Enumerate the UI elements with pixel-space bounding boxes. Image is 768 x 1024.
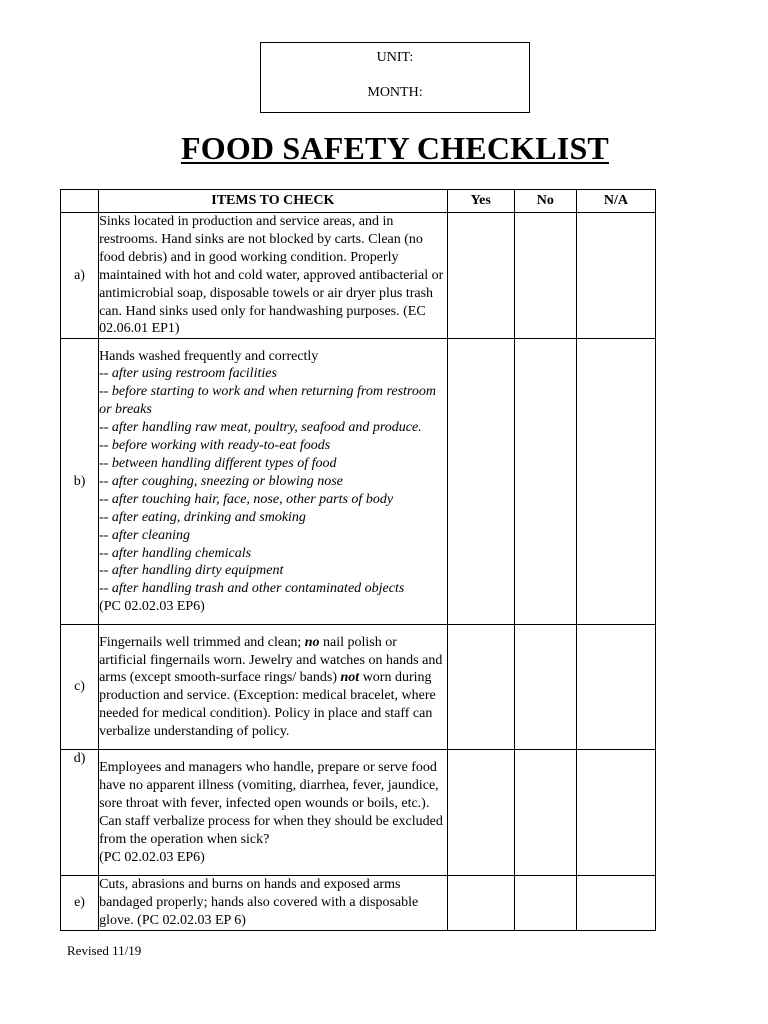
page-title: FOOD SAFETY CHECKLIST	[181, 130, 609, 166]
na-cell[interactable]	[576, 876, 655, 931]
handwash-sub-item: -- before working with ready-to-eat foods	[99, 438, 331, 454]
yes-cell[interactable]	[447, 750, 514, 876]
illness-text: Employees and managers who handle, prepare or serve food have no apparent illness (vomiting, diarrhea, fever, jaundice, sore throat with fever, infected open wounds or boils, etc.). Can staff verbalize process for when they should be excluded from the operation when sick?	[99, 760, 443, 847]
handwash-sub-item: -- after using restroom facilities	[99, 366, 277, 382]
fingernails-text-3: worn during production and service. (Exception: medical bracelet, where needed for medical condition). Policy in place and staff can verbalize understanding of policy.	[99, 670, 436, 740]
no-cell[interactable]	[514, 876, 576, 931]
table-row	[61, 876, 656, 931]
revised-date: Revised 11/19	[67, 943, 142, 958]
handwash-sub-item: -- after handling dirty equipment	[99, 563, 284, 579]
handwash-ref: (PC 02.02.03 EP6)	[99, 599, 205, 615]
handwash-sub-item: -- before starting to work and when returning from restroom or breaks	[99, 384, 436, 418]
na-header: N/A	[576, 190, 655, 213]
fingernails-text-1: Fingernails well trimmed and clean;	[99, 634, 302, 650]
row-letter: d)	[61, 750, 99, 876]
checklist-table	[60, 189, 656, 931]
na-cell[interactable]	[576, 625, 655, 750]
unit-label: UNIT:	[376, 50, 414, 65]
handwash-intro: Hands washed frequently and correctly	[99, 348, 319, 364]
yes-cell[interactable]	[447, 625, 514, 750]
table-row	[61, 339, 656, 625]
handwash-sub-item: -- after handling trash and other contaminated objects	[99, 581, 405, 597]
items-header: ITEMS TO CHECK	[99, 190, 448, 213]
row-letter: a)	[61, 213, 99, 339]
month-label: MONTH:	[367, 85, 423, 100]
row-letter: b)	[61, 339, 99, 625]
table-row	[61, 750, 656, 876]
handwash-sub-item: -- after eating, drinking and smoking	[99, 509, 306, 525]
letter-header	[61, 190, 99, 213]
no-cell[interactable]	[514, 339, 576, 625]
handwash-sub-item: -- after handling chemicals	[99, 545, 252, 561]
emphasis-no: no	[304, 634, 320, 650]
yes-header: Yes	[447, 190, 514, 213]
na-cell[interactable]	[576, 750, 655, 876]
na-cell[interactable]	[576, 213, 655, 339]
emphasis-not: not	[340, 670, 360, 686]
row-item-text: Sinks located in production and service areas, and in restrooms. Hand sinks are not blocked by carts. Clean (no food debris) and in good working condition. Properly maintained with hot and cold water, approved antibacterial or antimicrobial soap, disposable towels or air dryer plus trash can. Hand sinks used only for handwashing purposes. (EC 02.06.01 EP1)	[99, 213, 448, 339]
row-item-text	[99, 339, 448, 625]
handwash-sub-item: -- after coughing, sneezing or blowing nose	[99, 473, 343, 489]
handwash-sub-item: -- after handling raw meat, poultry, seafood and produce.	[99, 420, 422, 436]
row-letter: e)	[61, 876, 99, 931]
table-row	[61, 213, 656, 339]
yes-cell[interactable]	[447, 339, 514, 625]
no-cell[interactable]	[514, 213, 576, 339]
no-header: No	[514, 190, 576, 213]
unit-month-box	[260, 42, 530, 113]
handwash-sub-item: -- between handling different types of food	[99, 455, 337, 471]
handwash-sub-item: -- after touching hair, face, nose, other parts of body	[99, 491, 394, 507]
row-letter: c)	[61, 625, 99, 750]
handwash-sub-item: -- after cleaning	[99, 527, 191, 543]
no-cell[interactable]	[514, 750, 576, 876]
table-row	[61, 625, 656, 750]
row-item-text	[99, 625, 448, 750]
yes-cell[interactable]	[447, 213, 514, 339]
yes-cell[interactable]	[447, 876, 514, 931]
table-header-row	[61, 190, 656, 213]
no-cell[interactable]	[514, 625, 576, 750]
na-cell[interactable]	[576, 339, 655, 625]
row-item-text	[99, 750, 448, 876]
illness-ref: (PC 02.02.03 EP6)	[99, 849, 205, 865]
fingernails-text-2: nail polish or artificial fingernails worn. Jewelry and watches on hands and arms (except smooth-surface rings/ bands)	[99, 634, 443, 686]
row-item-text: Cuts, abrasions and burns on hands and exposed arms bandaged properly; hands also covered with a disposable glove. (PC 02.02.03 EP 6)	[99, 876, 448, 931]
